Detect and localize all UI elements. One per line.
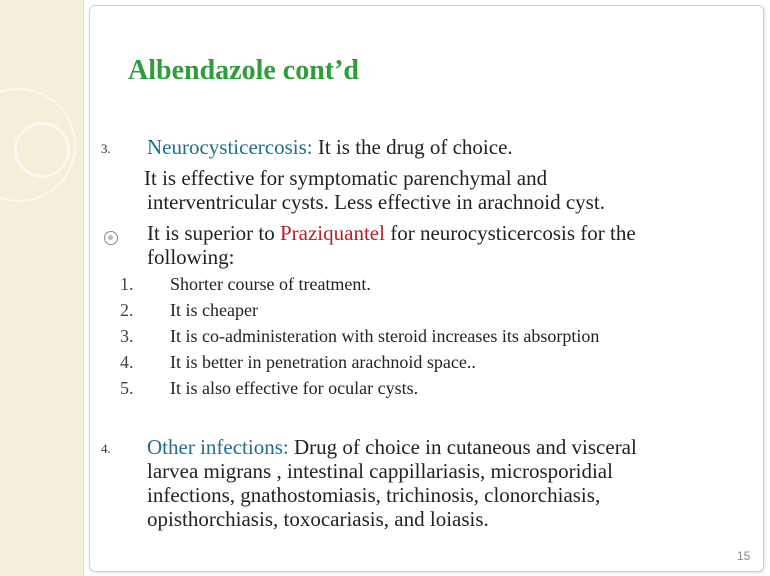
sublist-number: 4. (120, 352, 134, 372)
decorative-sidebar (0, 0, 83, 576)
sublist-number: 5. (120, 378, 134, 398)
item-4-line-2: infections, gnathostomiasis, trichinosis, clonorchiasis, (147, 483, 601, 507)
item-marker-3: 3. (101, 141, 111, 156)
decorative-ring-small (14, 122, 70, 178)
item-3-heading: Neurocysticercosis: (147, 135, 313, 159)
item-3-heading-line (147, 134, 513, 160)
bullet-continuation: following: (147, 245, 235, 269)
sublist-item: It is cheaper (170, 300, 258, 320)
sublist-number: 1. (120, 274, 134, 294)
bullet-text-after: for neurocysticercosis for the (384, 221, 636, 245)
item-4-line-3: opisthorchiasis, toxocariasis, and loiasis. (147, 507, 489, 531)
slide-title: Albendazole cont’d (128, 55, 359, 86)
bullet-highlight: Praziquantel (279, 221, 385, 245)
sublist-item: Shorter course of treatment. (170, 274, 371, 294)
item-4-heading-rest: Drug of choice in cutaneous and visceral (288, 435, 637, 459)
item-4-heading-line (147, 434, 637, 460)
bullet-text-before: It is superior to (147, 221, 280, 245)
item-4-line-1: larvea migrans , intestinal cappillariasis, microsporidial (147, 459, 613, 483)
item-marker-4: 4. (101, 441, 111, 456)
sublist-number: 2. (120, 300, 134, 320)
item-3-heading-rest: It is the drug of choice. (312, 135, 513, 159)
sublist-item: It is co-administeration with steroid increases its absorption (170, 326, 600, 346)
bullet-icon (104, 231, 118, 245)
sublist-number: 3. (120, 326, 134, 346)
sublist-item: It is better in penetration arachnoid space.. (170, 352, 476, 372)
item-4-heading: Other infections: (147, 435, 289, 459)
sidebar-divider (83, 0, 84, 576)
bullet-line (147, 220, 636, 246)
slide-number: 15 (737, 549, 751, 563)
item-3-line-1: It is effective for symptomatic parenchymal and (144, 166, 548, 190)
item-3-line-2: interventricular cysts. Less effective in arachnoid cyst. (147, 190, 605, 214)
sublist-item: It is also effective for ocular cysts. (170, 378, 419, 398)
